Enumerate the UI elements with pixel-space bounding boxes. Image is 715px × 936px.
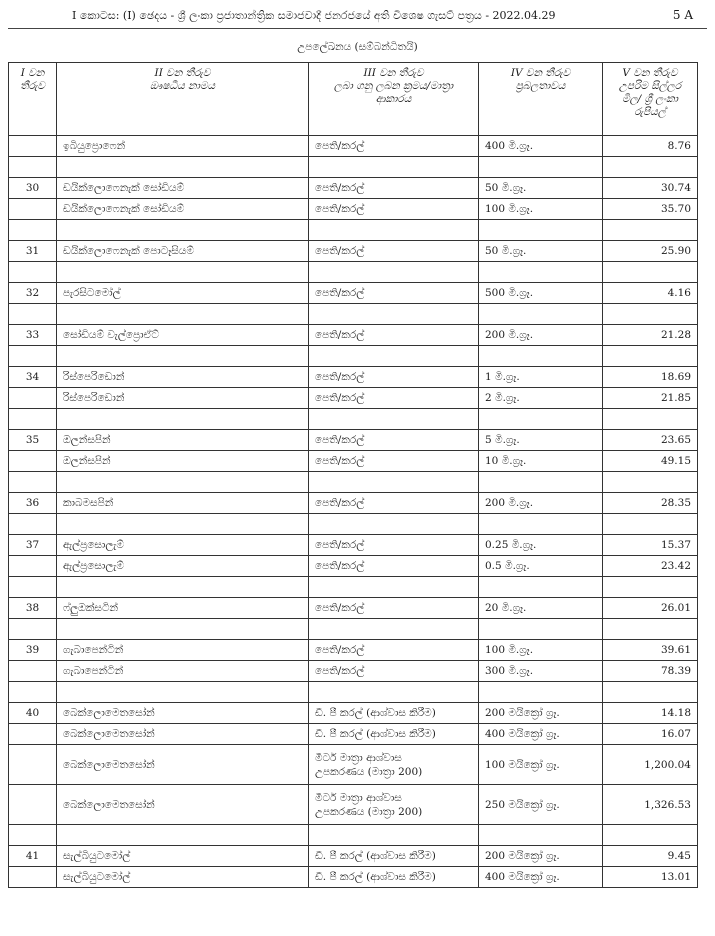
dosage-form xyxy=(309,220,479,241)
dosage-form: ඩී. පී කරල් (ආශ්වාස කිරීම) xyxy=(309,846,479,867)
strength: 10 මි.ග්‍රෑ. xyxy=(479,451,603,472)
table-row xyxy=(9,724,698,745)
max-retail-price xyxy=(603,409,698,430)
price-schedule-table xyxy=(8,62,698,888)
medicine-name: ඇල්ප්‍රසොලැම් xyxy=(57,556,309,577)
table-row xyxy=(9,867,698,888)
table-row xyxy=(9,598,698,619)
strength: 400 මි.ග්‍රෑ. xyxy=(479,136,603,157)
spacer-row xyxy=(9,682,698,703)
medicine-name: පැරසිටමෝල් xyxy=(57,283,309,304)
table-row xyxy=(9,556,698,577)
dosage-form xyxy=(309,346,479,367)
strength xyxy=(479,682,603,703)
dosage-form xyxy=(309,472,479,493)
row-number xyxy=(9,262,57,283)
strength: 250 මයික්‍රෝ ග්‍රෑ. xyxy=(479,785,603,825)
table-row xyxy=(9,178,698,199)
row-number xyxy=(9,556,57,577)
spacer-row xyxy=(9,409,698,430)
strength: 200 මි.ග්‍රෑ. xyxy=(479,493,603,514)
dosage-form: පෙති/කරල් xyxy=(309,535,479,556)
max-retail-price xyxy=(603,825,698,846)
header-title: I කොටස: (I) ඡෙදය - ශ්‍රී ලංකා ප්‍රජාතාන්ත්‍රික සමාජවාදී ජනරජයේ අති විශෙෂ ගැසට් පත්‍රය - 2022.04.29 xyxy=(72,9,556,22)
table-row xyxy=(9,136,698,157)
dosage-form xyxy=(309,157,479,178)
strength: 200 මයික්‍රෝ ග්‍රෑ. xyxy=(479,703,603,724)
row-number xyxy=(9,682,57,703)
column-header-4: IV වන තීරුව ප්‍රබලතාවය xyxy=(479,63,603,136)
row-number: 40 xyxy=(9,703,57,724)
max-retail-price: 4.16 xyxy=(603,283,698,304)
strength: 50 මි.ග්‍රෑ. xyxy=(479,178,603,199)
dosage-form-line: මීටර් මාත්‍රා ආශ්වාස xyxy=(315,751,402,764)
medicine-name: රිස්පෙරිඩොන් xyxy=(57,388,309,409)
strength xyxy=(479,577,603,598)
table-row xyxy=(9,388,698,409)
dosage-form: ඩී. පී කරල් (ආශ්වාස කිරීම) xyxy=(309,867,479,888)
row-number xyxy=(9,199,57,220)
dosage-form: පෙති/කරල් xyxy=(309,598,479,619)
table-row xyxy=(9,430,698,451)
medicine-name xyxy=(57,409,309,430)
medicine-name: බෙක්ලොමෙතසෝන් xyxy=(57,724,309,745)
header-rule xyxy=(8,28,707,29)
row-number xyxy=(9,514,57,535)
strength xyxy=(479,346,603,367)
max-retail-price: 21.28 xyxy=(603,325,698,346)
table-row xyxy=(9,640,698,661)
medicine-name: ඩයික්ලොෆෙනැක් සෝඩියම් xyxy=(57,199,309,220)
max-retail-price: 28.35 xyxy=(603,493,698,514)
max-retail-price: 39.61 xyxy=(603,640,698,661)
dosage-form xyxy=(309,409,479,430)
column-header-1: I වන තීරුව xyxy=(9,63,57,136)
row-number: 39 xyxy=(9,640,57,661)
strength xyxy=(479,157,603,178)
dosage-form: පෙති/කරල් xyxy=(309,493,479,514)
row-number xyxy=(9,619,57,640)
dosage-form: පෙති/කරල් xyxy=(309,388,479,409)
max-retail-price xyxy=(603,157,698,178)
row-number xyxy=(9,451,57,472)
row-number: 32 xyxy=(9,283,57,304)
table-row xyxy=(9,785,698,825)
max-retail-price xyxy=(603,577,698,598)
row-number: 36 xyxy=(9,493,57,514)
dosage-form: පෙති/කරල් xyxy=(309,199,479,220)
medicine-name: ඔලන්සපින් xyxy=(57,451,309,472)
row-number: 31 xyxy=(9,241,57,262)
medicine-name: ඩයික්ලොෆෙනැක් සෝඩියම් xyxy=(57,178,309,199)
table-row xyxy=(9,325,698,346)
spacer-row xyxy=(9,514,698,535)
dosage-form xyxy=(309,304,479,325)
medicine-name: බෙක්ලොමෙතසෝන් xyxy=(57,785,309,825)
dosage-form-line: උපකරණය (මාත්‍රා 200) xyxy=(315,805,423,818)
table-row xyxy=(9,493,698,514)
strength xyxy=(479,619,603,640)
max-retail-price xyxy=(603,472,698,493)
row-number: 37 xyxy=(9,535,57,556)
spacer-row xyxy=(9,262,698,283)
spacer-row xyxy=(9,825,698,846)
dosage-form: පෙති/කරල් xyxy=(309,325,479,346)
column-header-2: II වන තීරුව ඖෂධීය නාමය xyxy=(57,63,309,136)
max-retail-price: 35.70 xyxy=(603,199,698,220)
strength: 5 මි.ග්‍රෑ. xyxy=(479,430,603,451)
max-retail-price xyxy=(603,304,698,325)
dosage-form xyxy=(309,262,479,283)
medicine-name xyxy=(57,262,309,283)
spacer-row xyxy=(9,346,698,367)
medicine-name xyxy=(57,157,309,178)
dosage-form xyxy=(309,745,479,785)
schedule-subtitle: උපලේඛනය (සම්බන්ධිතයි) xyxy=(297,41,418,53)
strength: 200 මයික්‍රෝ ග්‍රෑ. xyxy=(479,846,603,867)
strength: 400 මයික්‍රෝ ග්‍රෑ. xyxy=(479,724,603,745)
row-number xyxy=(9,409,57,430)
strength xyxy=(479,825,603,846)
table-row xyxy=(9,283,698,304)
max-retail-price: 30.74 xyxy=(603,178,698,199)
max-retail-price: 18.69 xyxy=(603,367,698,388)
dosage-form xyxy=(309,785,479,825)
medicine-name xyxy=(57,472,309,493)
max-retail-price xyxy=(603,619,698,640)
strength: 20 මි.ග්‍රෑ. xyxy=(479,598,603,619)
medicine-name: සැල්බියුටමෝල් xyxy=(57,867,309,888)
dosage-form: පෙති/කරල් xyxy=(309,430,479,451)
table-row xyxy=(9,661,698,682)
max-retail-price xyxy=(603,682,698,703)
strength: 1 මි.ග්‍රෑ. xyxy=(479,367,603,388)
strength: 0.5 මි.ග්‍රෑ. xyxy=(479,556,603,577)
strength xyxy=(479,472,603,493)
table-row xyxy=(9,241,698,262)
row-number xyxy=(9,472,57,493)
dosage-form: පෙති/කරල් xyxy=(309,136,479,157)
max-retail-price: 21.85 xyxy=(603,388,698,409)
medicine-name xyxy=(57,619,309,640)
row-number: 41 xyxy=(9,846,57,867)
medicine-name: ගැබාපෙන්ටින් xyxy=(57,640,309,661)
max-retail-price xyxy=(603,514,698,535)
spacer-row xyxy=(9,157,698,178)
column-header-5: V වන තීරුව උපරිම සිල්ලර මිල/ ශ්‍රී ලංකා රුපියල් xyxy=(603,63,698,136)
max-retail-price: 78.39 xyxy=(603,661,698,682)
table-row xyxy=(9,535,698,556)
column-header-3: III වන තීරුව ලබා ගනු ලබන ක්‍රමය/මාත්‍රා ආකාරය xyxy=(309,63,479,136)
strength xyxy=(479,220,603,241)
max-retail-price: 26.01 xyxy=(603,598,698,619)
max-retail-price: 15.37 xyxy=(603,535,698,556)
medicine-name xyxy=(57,304,309,325)
strength: 50 මි.ග්‍රෑ. xyxy=(479,241,603,262)
strength xyxy=(479,514,603,535)
medicine-name xyxy=(57,514,309,535)
spacer-row xyxy=(9,220,698,241)
max-retail-price: 14.18 xyxy=(603,703,698,724)
dosage-form xyxy=(309,514,479,535)
medicine-name xyxy=(57,825,309,846)
dosage-form-line: මීටර් මාත්‍රා ආශ්වාස xyxy=(315,791,402,804)
table-header-row xyxy=(9,63,698,136)
medicine-name: සෝඩියම් වැල්ප්‍රොඒට් xyxy=(57,325,309,346)
row-number xyxy=(9,136,57,157)
table-row xyxy=(9,367,698,388)
max-retail-price: 1,200.04 xyxy=(603,745,698,785)
max-retail-price xyxy=(603,346,698,367)
max-retail-price: 16.07 xyxy=(603,724,698,745)
dosage-form: පෙති/කරල් xyxy=(309,241,479,262)
medicine-name xyxy=(57,346,309,367)
max-retail-price: 8.76 xyxy=(603,136,698,157)
row-number xyxy=(9,825,57,846)
row-number xyxy=(9,346,57,367)
strength: 300 මි.ග්‍රෑ. xyxy=(479,661,603,682)
row-number xyxy=(9,661,57,682)
strength: 100 මයික්‍රෝ ග්‍රෑ. xyxy=(479,745,603,785)
row-number: 38 xyxy=(9,598,57,619)
spacer-row xyxy=(9,472,698,493)
max-retail-price: 9.45 xyxy=(603,846,698,867)
table-row xyxy=(9,199,698,220)
row-number: 33 xyxy=(9,325,57,346)
row-number: 30 xyxy=(9,178,57,199)
dosage-form: පෙති/කරල් xyxy=(309,451,479,472)
row-number xyxy=(9,577,57,598)
medicine-name: ෆ්ලුඔක්සටින් xyxy=(57,598,309,619)
medicine-name: බෙක්ලොමෙතසෝන් xyxy=(57,703,309,724)
max-retail-price: 13.01 xyxy=(603,867,698,888)
strength xyxy=(479,409,603,430)
row-number xyxy=(9,157,57,178)
row-number: 34 xyxy=(9,367,57,388)
strength: 100 මි.ග්‍රෑ. xyxy=(479,199,603,220)
dosage-form xyxy=(309,619,479,640)
table-row xyxy=(9,846,698,867)
row-number xyxy=(9,304,57,325)
max-retail-price: 23.42 xyxy=(603,556,698,577)
strength: 400 මයික්‍රෝ ග්‍රෑ. xyxy=(479,867,603,888)
spacer-row xyxy=(9,577,698,598)
dosage-form: පෙති/කරල් xyxy=(309,640,479,661)
row-number xyxy=(9,745,57,785)
table-row xyxy=(9,745,698,785)
medicine-name: සැල්බියුටමෝල් xyxy=(57,846,309,867)
dosage-form-line: උපකරණය (මාත්‍රා 200) xyxy=(315,765,423,778)
max-retail-price: 23.65 xyxy=(603,430,698,451)
max-retail-price: 1,326.53 xyxy=(603,785,698,825)
dosage-form: පෙති/කරල් xyxy=(309,178,479,199)
dosage-form: පෙති/කරල් xyxy=(309,367,479,388)
dosage-form: ඩී. පී කරල් (ආශ්වාස කිරීම) xyxy=(309,724,479,745)
medicine-name xyxy=(57,682,309,703)
medicine-name: බෙක්ලොමෙතසෝන් xyxy=(57,745,309,785)
strength xyxy=(479,262,603,283)
max-retail-price xyxy=(603,220,698,241)
page-number: 5 A xyxy=(672,8,693,22)
spacer-row xyxy=(9,304,698,325)
max-retail-price xyxy=(603,262,698,283)
row-number xyxy=(9,724,57,745)
dosage-form: පෙති/කරල් xyxy=(309,283,479,304)
strength: 0.25 මි.ග්‍රෑ. xyxy=(479,535,603,556)
strength: 100 මි.ග්‍රෑ. xyxy=(479,640,603,661)
row-number xyxy=(9,785,57,825)
medicine-name: ඉබියුප්‍රොෆෙන් xyxy=(57,136,309,157)
spacer-row xyxy=(9,619,698,640)
max-retail-price: 25.90 xyxy=(603,241,698,262)
max-retail-price: 49.15 xyxy=(603,451,698,472)
medicine-name xyxy=(57,577,309,598)
strength: 500 මි.ග්‍රෑ. xyxy=(479,283,603,304)
medicine-name: රිස්පෙරිඩොන් xyxy=(57,367,309,388)
strength: 200 මි.ග්‍රෑ. xyxy=(479,325,603,346)
dosage-form: පෙති/කරල් xyxy=(309,661,479,682)
medicine-name: ඇල්ප්‍රසොලැම් xyxy=(57,535,309,556)
medicine-name: කාබමසපින් xyxy=(57,493,309,514)
dosage-form xyxy=(309,682,479,703)
table-body xyxy=(9,136,698,888)
dosage-form: පෙති/කරල් xyxy=(309,556,479,577)
medicine-name: ගැබාපෙන්ටින් xyxy=(57,661,309,682)
strength xyxy=(479,304,603,325)
table-row xyxy=(9,451,698,472)
row-number xyxy=(9,388,57,409)
dosage-form xyxy=(309,825,479,846)
medicine-name: ඔලන්සපින් xyxy=(57,430,309,451)
dosage-form: ඩී. පී කරල් (ආශ්වාස කිරීම) xyxy=(309,703,479,724)
row-number xyxy=(9,220,57,241)
row-number xyxy=(9,867,57,888)
table-row xyxy=(9,703,698,724)
row-number: 35 xyxy=(9,430,57,451)
dosage-form xyxy=(309,577,479,598)
page-header xyxy=(0,0,715,28)
strength: 2 මි.ග්‍රෑ. xyxy=(479,388,603,409)
medicine-name: ඩයික්ලොෆෙනැක් පොටෑසියම් xyxy=(57,241,309,262)
medicine-name xyxy=(57,220,309,241)
